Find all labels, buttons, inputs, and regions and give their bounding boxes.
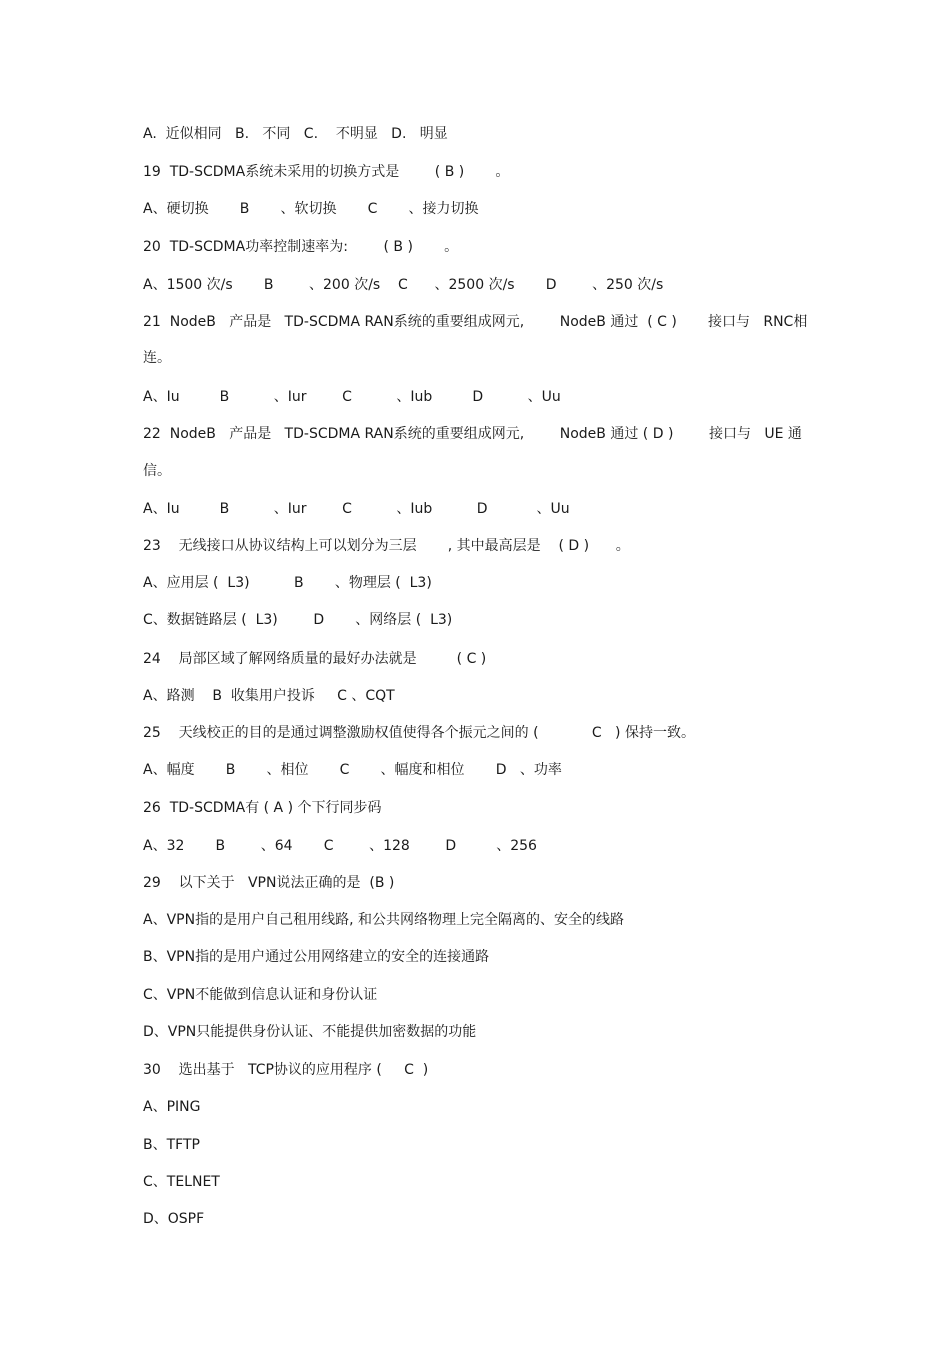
text-line: 26 TD-SCDMA有 ( A ) 个下行同步码 <box>143 800 382 816</box>
text-line: A、PING <box>143 1099 201 1115</box>
text-line: A、Iu B 、Iur C 、Iub D 、Uu <box>143 389 561 405</box>
text-line: 信。 <box>143 463 171 479</box>
text-line: A、1500 次/s B 、200 次/s C 、2500 次/s D 、250 次/s <box>143 277 664 293</box>
text-line: C、数据链路层 ( L3) D 、网络层 ( L3) <box>143 612 453 628</box>
text-line: A、VPN指的是用户自己租用线路, 和公共网络物理上完全隔离的、安全的线路 <box>143 912 624 928</box>
text-line: 20 TD-SCDMA功率控制速率为: ( B ) 。 <box>143 239 459 255</box>
text-line: D、VPN只能提供身份认证、不能提供加密数据的功能 <box>143 1024 477 1040</box>
text-line: A、路测 B 收集用户投诉 C 、CQT <box>143 688 395 704</box>
text-line: 21 NodeB 产品是 TD-SCDMA RAN系统的重要组成网元, NodeB 通过 ( C ) 接口与 RNC相 <box>143 314 808 330</box>
text-line: C、VPN不能做到信息认证和身份认证 <box>143 987 378 1003</box>
text-line: C、TELNET <box>143 1174 220 1190</box>
text-line: A、幅度 B 、相位 C 、幅度和相位 D 、功率 <box>143 762 562 778</box>
text-line: D、OSPF <box>143 1211 205 1227</box>
text-line: B、VPN指的是用户通过公用网络建立的安全的连接通路 <box>143 949 490 965</box>
text-line: A、32 B 、64 C 、128 D 、256 <box>143 838 537 854</box>
text-line: A、Iu B 、Iur C 、Iub D 、Uu <box>143 501 570 517</box>
text-line: 24 局部区域了解网络质量的最好办法就是 ( C ) <box>143 651 487 667</box>
text-line: 19 TD-SCDMA系统未采用的切换方式是 ( B ) 。 <box>143 164 510 180</box>
text-line: A. 近似相同 B. 不同 C. 不明显 D. 明显 <box>143 126 448 142</box>
text-line: 连。 <box>143 350 171 366</box>
text-line: 23 无线接口从协议结构上可以划分为三层 , 其中最高层是 ( D ) 。 <box>143 538 630 554</box>
text-line: B、TFTP <box>143 1137 200 1153</box>
text-line: A、应用层 ( L3) B 、物理层 ( L3) <box>143 575 432 591</box>
text-line: A、硬切换 B 、软切换 C 、接力切换 <box>143 201 479 217</box>
text-line: 30 选出基于 TCP协议的应用程序 ( C ) <box>143 1062 429 1078</box>
text-line: 25 天线校正的目的是通过调整激励权值使得各个振元之间的 ( C ) 保持一致。 <box>143 725 695 741</box>
text-line: 22 NodeB 产品是 TD-SCDMA RAN系统的重要组成网元, NodeB 通过 ( D ) 接口与 UE 通 <box>143 426 802 442</box>
text-line: 29 以下关于 VPN说法正确的是 (B ) <box>143 875 395 891</box>
